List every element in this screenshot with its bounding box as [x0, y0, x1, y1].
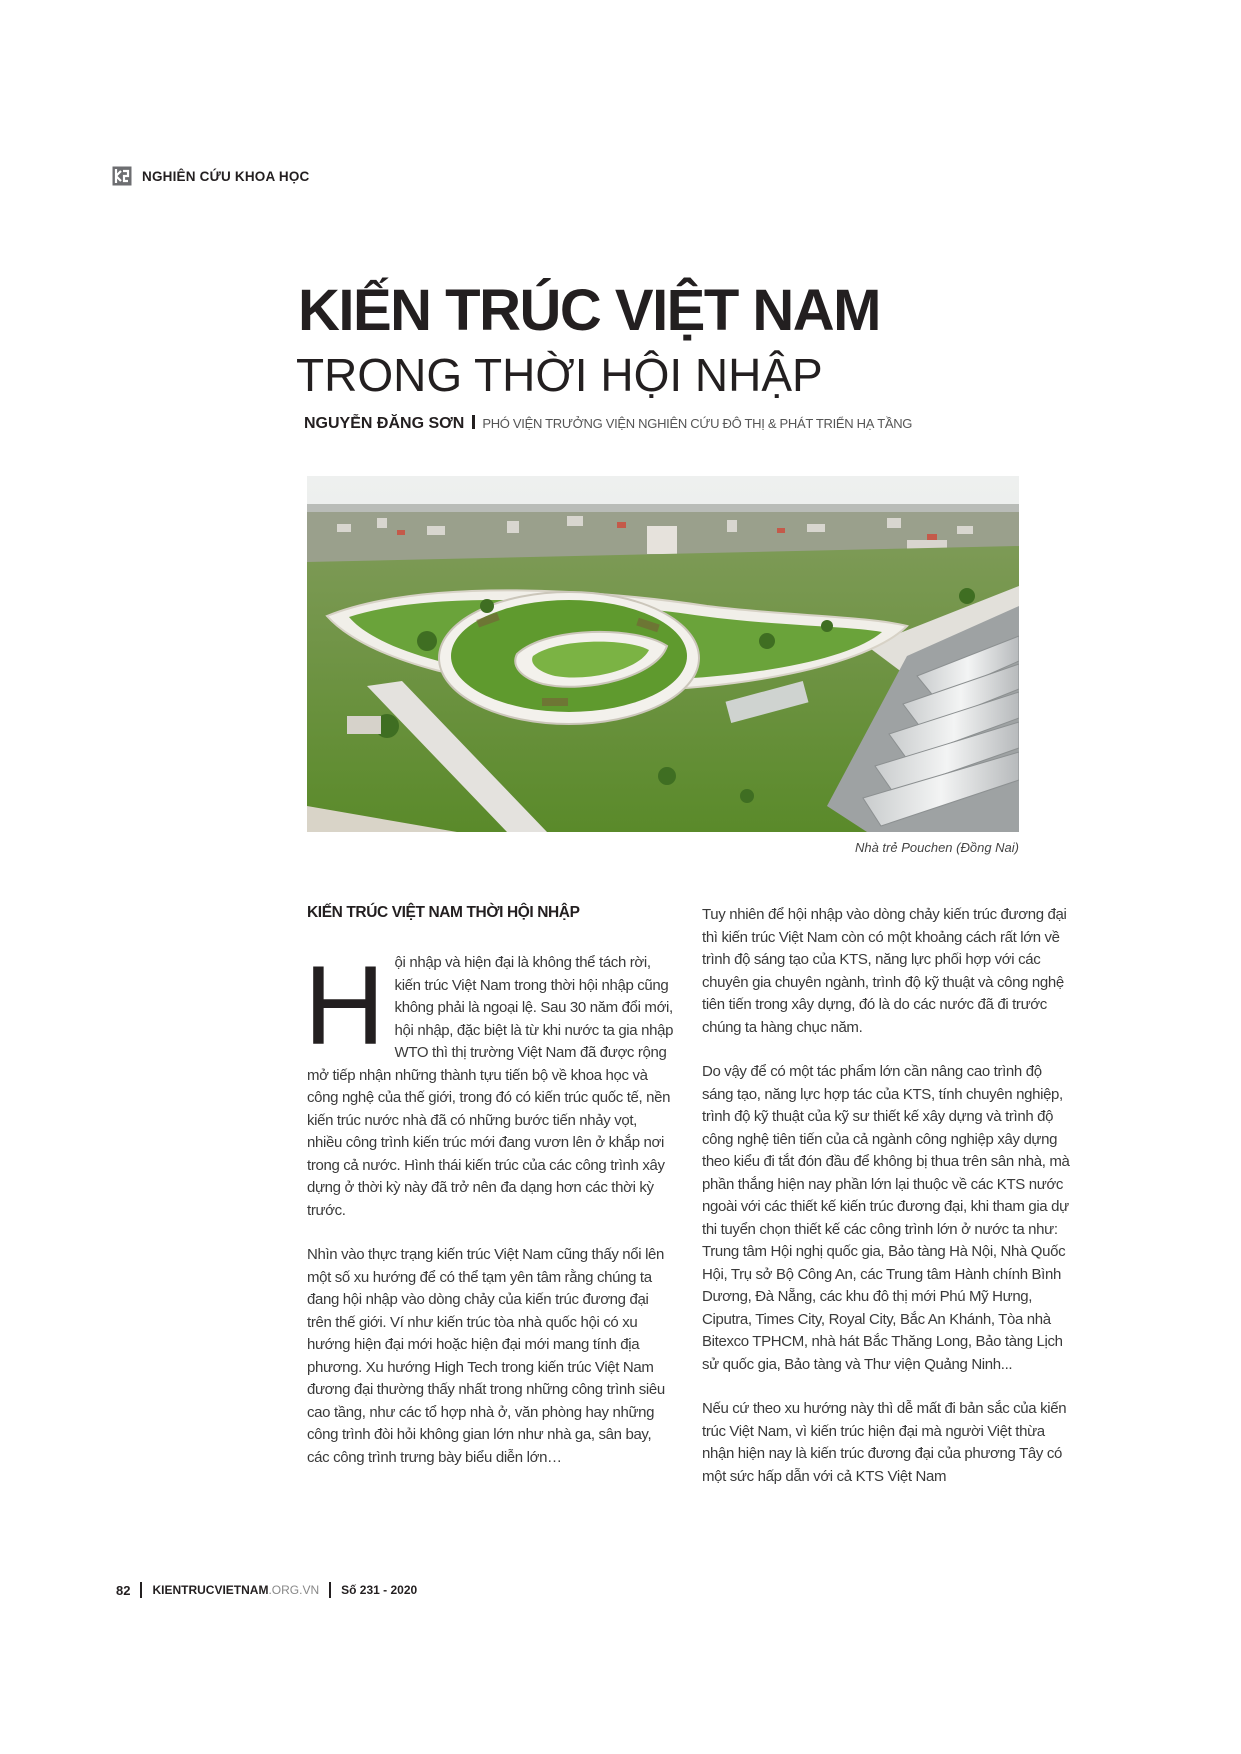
- article-photo: [307, 476, 1019, 832]
- author-name: NGUYỄN ĐĂNG SƠN: [304, 415, 465, 432]
- issue-number: Số 231 - 2020: [341, 1583, 418, 1597]
- right-column: [702, 904, 1074, 1510]
- paragraph-4: Do vậy để có một tác phẩm lớn cần nâng cao trình độ sáng tạo, năng lực hợp tác của KTS, tính chuyên nghiệp, trình độ kỹ thuật của kỹ sư thiết kế xây dựng và trình độ công nghệ tiên tiến của cả ngành công nghiệp xây dựng theo kiểu đi tắt đón đầu để không bị thua trên sân nhà, mà phần thắng hiện nay phần lớn lại thuộc về các KTS nước ngoài với các thiết kế kiến trúc đương đại, khi tham gia dự thi tuyển chọn thiết kế các công trình lớn ở nước ta như: Trung tâm Hội nghị quốc gia, Bảo tàng Hà Nội, Nhà Quốc Hội, Trụ sở Bộ Công An, các Trung tâm Hành chính Bình Dương, Đà Nẵng, các khu đô thị mới Phú Mỹ Hưng, Ciputra, Times City, Royal City, Bắc An Khánh, Tòa nhà Bitexco TPHCM, nhà hát Bắc Thăng Long, Bảo tàng Lịch sử quốc gia, Bảo tàng và Thư viện Quảng Ninh...: [702, 1063, 1070, 1373]
- article-subtitle: TRONG THỜI HỘI NHẬP: [296, 349, 823, 401]
- article-title: KIẾN TRÚC VIỆT NAM: [298, 278, 880, 343]
- section-label: [112, 166, 310, 186]
- site-domain: .ORG.VN: [268, 1583, 320, 1597]
- paragraph-1: [304, 943, 675, 1222]
- paragraph-2: Nhìn vào thực trạng kiến trúc Việt Nam cũng thấy nổi lên một số xu hướng để có thể tạm yên tâm rằng chúng ta đang hội nhập vào dòng chảy của kiến trúc đương đại trên thế giới. Ví như kiến trúc tòa nhà quốc hội có xu hướng hiện đại mới hoặc hiện đại mới mang tính địa phương. Xu hướng High Tech trong kiến trúc Việt Nam đương đại thường thấy nhất trong những công trình siêu cao tầng, như các tổ hợp nhà ở, văn phòng hay những công trình đòi hỏi không gian lớn như nhà ga, sân bay, các công trình trưng bày biểu diễn lớn…: [307, 1246, 665, 1466]
- magazine-logo-icon: [112, 166, 132, 186]
- page-number: 82: [116, 1582, 131, 1598]
- byline: [304, 415, 912, 433]
- kindergarten-aerial-photo: [307, 476, 1019, 832]
- section-heading: KIẾN TRÚC VIỆT NAM THỜI HỘI NHẬP: [307, 904, 580, 921]
- photo-caption: Nhà trẻ Pouchen (Đồng Nai): [854, 840, 1019, 855]
- paragraph-3: Tuy nhiên để hội nhập vào dòng chảy kiến trúc đương đại thì kiến trúc Việt Nam còn có một khoảng cách rất lớn về trình độ sáng tạo của KTS, năng lực phối hợp với các chuyên gia chuyên ngành, trình độ kỹ thuật và công nghệ tiên tiến trong xây dựng, đó là do các nước đã đi trước chúng ta hàng chục năm.: [702, 906, 1067, 1036]
- paragraph-5: Nếu cứ theo xu hướng này thì dễ mất đi bản sắc của kiến trúc Việt Nam, vì kiến trúc hiện đại mà người Việt thừa nhận hiện nay là kiến trúc đương đại của phương Tây có một sức hấp dẫn với cả KTS Việt Nam: [702, 1400, 1067, 1485]
- author-role: PHÓ VIỆN TRƯỞNG VIỆN NGHIÊN CỨU ĐÔ THỊ & PHÁT TRIỂN HẠ TẦNG: [482, 416, 913, 431]
- page-footer: [116, 1582, 417, 1598]
- section-name: NGHIÊN CỨU KHOA HỌC: [142, 168, 310, 184]
- footer-divider: [140, 1582, 142, 1598]
- byline-divider: [472, 415, 475, 429]
- site-name: KIENTRUCVIETNAM: [152, 1583, 269, 1597]
- footer-divider: [329, 1582, 331, 1598]
- left-column: [304, 904, 675, 1491]
- paragraph-1-text: ội nhập và hiện đại là không thể tách rời, kiến trúc Việt Nam trong thời hội nhập cũng không phải là ngoại lệ. Sau 30 năm đổi mới, hội nhập, đặc biệt là từ khi nước ta gia nhập WTO thì thị trường Việt Nam đã được rộng mở tiếp nhận những thành tựu tiến bộ về khoa học và công nghệ của thế giới, trong đó có kiến trúc quốc tế, nền kiến trúc nước nhà đã có những bước tiến nhảy vọt, nhiều công trình kiến trúc mới đang vươn lên ở khắp nơi trong cả nước. Hình thái kiến trúc của các công trình xây dựng ở thời kỳ này đã trở nên đa dạng hơn các thời kỳ trước.: [307, 954, 674, 1219]
- drop-cap: H: [304, 943, 385, 1068]
